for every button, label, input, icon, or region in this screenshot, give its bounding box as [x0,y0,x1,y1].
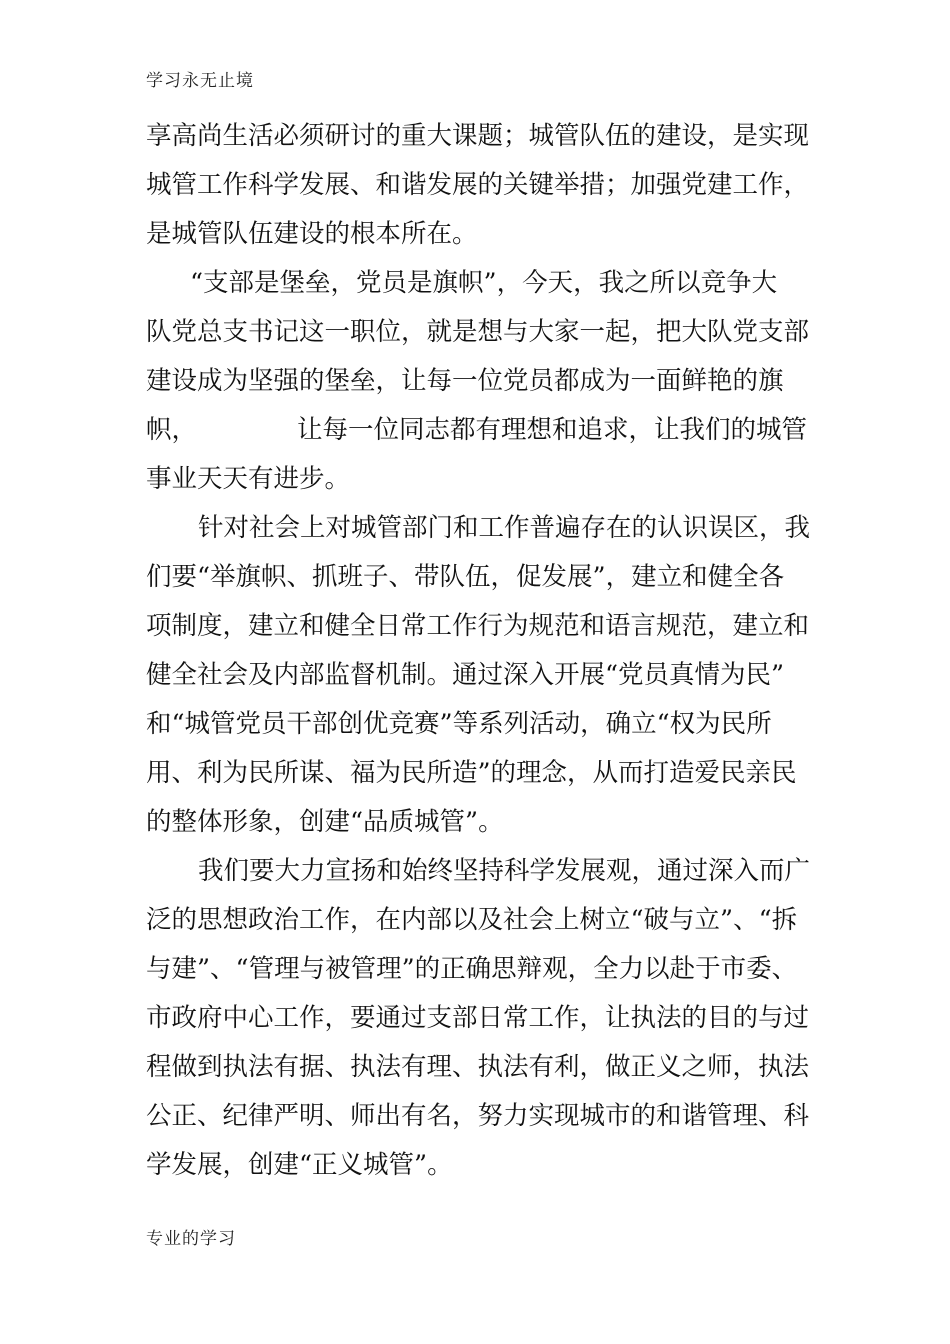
text-line: 和“城管党员干部创优竞赛”等系列活动，确立“权为民所 [146,709,772,739]
text-line: 公正、纪律严明、师出有名，努力实现城市的和谐管理、科 [146,1101,810,1131]
text-line: 是城管队伍建设的根本所在。 [146,219,478,249]
text-line: 泛的思想政治工作，在内部以及社会上树立“破与立”、“拆 [146,905,798,935]
text-line: 项制度，建立和健全日常工作行为规范和语言规范，建立和 [146,611,810,641]
document-body [146,112,826,1190]
text-line: 健全社会及内部监督机制。通过深入开展“党员真情为民” [146,660,785,690]
text-line: 们要“举旗帜、抓班子、带队伍，促发展”，建立和健全各 [146,562,785,592]
line-fragment: 让每一位同志都有理想和追求，让我们的城管 [297,415,808,445]
text-line: 的整体形象，创建“品质城管”。 [146,807,504,837]
text-line: 用、利为民所谋、福为民所造”的理念，从而打造爱民亲民 [146,758,797,788]
text-line-with-gap [146,406,826,455]
paragraph-start-line: “支部是堡垒，党员是旗帜”，今天，我之所以竞争大 [190,268,778,298]
page-footer: 专业的学习 [146,1229,236,1249]
page-header: 学习永无止境 [146,71,254,91]
text-line: 与建”、“管理与被管理”的正确思辩观，全力以赴于市委、 [146,954,798,984]
text-line: 城管工作科学发展、和谐发展的关键举措；加强党建工作， [146,170,810,200]
text-line: 享高尚生活必须研讨的重大课题；城管队伍的建设，是实现 [146,121,810,151]
paragraph-start-line: 针对社会上对城管部门和工作普遍存在的认识误区，我 [198,513,811,543]
paragraph-start-line: 我们要大力宣扬和始终坚持科学发展观，通过深入而广 [198,856,811,886]
text-line: 队党总支书记这一职位，就是想与大家一起，把大队党支部 [146,317,810,347]
text-line: 建设成为坚强的堡垒，让每一位党员都成为一面鲜艳的旗 [146,366,784,396]
text-line: 市政府中心工作，要通过支部日常工作，让执法的目的与过 [146,1003,810,1033]
text-line: 学发展，创建“正义城管”。 [146,1150,453,1180]
line-fragment: 帜， [146,415,198,445]
text-line: 程做到执法有据、执法有理、执法有利，做正义之师，执法 [146,1052,810,1082]
text-line: 事业天天有进步。 [146,464,351,494]
